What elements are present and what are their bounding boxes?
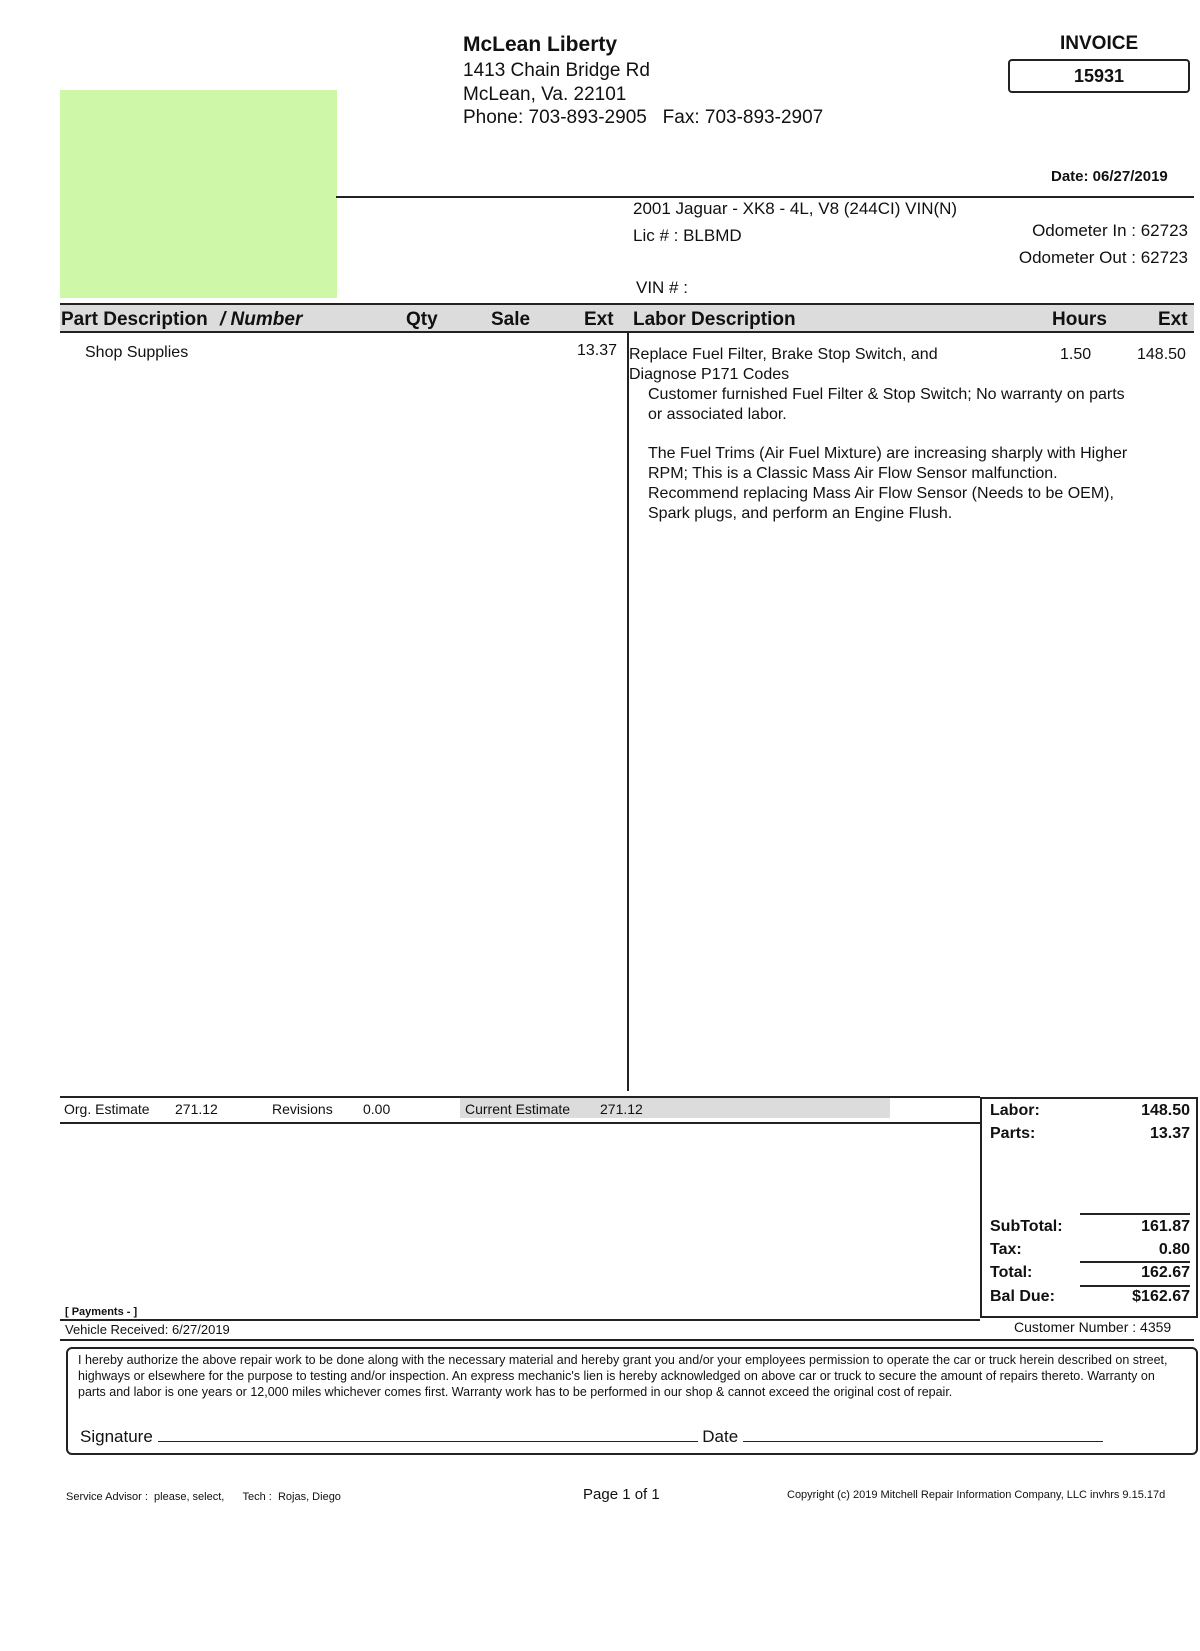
license-plate: Lic # : BLBMD (633, 226, 742, 245)
col-part-number: / Number (220, 309, 303, 330)
copyright: Copyright (c) 2019 Mitchell Repair Information Company, LLC invhrs 9.15.17d (787, 1489, 1166, 1501)
labor-ext: 148.50 (1137, 346, 1186, 363)
labor-note2-line1: The Fuel Trims (Air Fuel Mixture) are increasing sharply with Higher (648, 445, 1128, 462)
signature-label: Signature (80, 1427, 153, 1446)
labor-note1-line1: Customer furnished Fuel Filter & Stop Switch; No warranty on parts (648, 386, 1125, 403)
shop-address-line1: 1413 Chain Bridge Rd (463, 60, 650, 81)
totals-total-row (990, 1264, 1190, 1282)
shop-name: McLean Liberty (463, 33, 618, 56)
totals-baldue-row (990, 1288, 1190, 1306)
part-description: Shop Supplies (85, 344, 189, 361)
authorization-box (66, 1347, 1198, 1455)
baldue-rule (1080, 1285, 1190, 1287)
odometer-out: Odometer Out : 62723 (1018, 248, 1188, 267)
invoice-date: Date: 06/27/2019 (1051, 168, 1168, 185)
customer-number: Customer Number : 4359 (1014, 1319, 1172, 1335)
page-number: Page 1 of 1 (583, 1486, 660, 1503)
totals-total-label: Total: (990, 1264, 1033, 1281)
redaction-sticky-note (60, 90, 337, 298)
shop-phone-fax: Phone: 703-893-2905 Fax: 703-893-2907 (463, 107, 824, 128)
totals-parts-value: 13.37 (1149, 1125, 1190, 1142)
totals-tax-row (990, 1241, 1190, 1259)
signature-line[interactable] (158, 1427, 698, 1442)
labor-title-line1: Replace Fuel Filter, Brake Stop Switch, and (629, 346, 938, 363)
labor-note2-line3: Recommend replacing Mass Air Flow Sensor (Needs to be OEM), (648, 485, 1114, 502)
labor-note1-line2: or associated labor. (648, 406, 787, 423)
payments-rule (60, 1319, 980, 1321)
totals-box (980, 1097, 1198, 1318)
col-part-description: Part Description (61, 309, 208, 330)
part-ext: 13.37 (577, 342, 618, 359)
labor-note2-line2: RPM; This is a Classic Mass Air Flow Sensor malfunction. (648, 465, 1058, 482)
subtotal-rule (1080, 1213, 1190, 1215)
revisions-label: Revisions (272, 1101, 333, 1117)
service-advisor-tech: Service Advisor : please, select, Tech : Rojas, Diego (66, 1491, 341, 1503)
col-labor-ext: Ext (1158, 309, 1188, 330)
authorization-text: I hereby authorize the above repair work to be done along with the necessary material and hereby grant you and/or your employees permission to operate the car or truck herein described on street, highways or elsewhere for the purpose to testing and/or inspection. An express mechanic's lien is hereby acknowledged on above car or truck to secure the amount of repairs thereto. Warranty on parts and labor is one years or 12,000 miles whichever comes first. Warranty work has to be performed in our shop & cannot exceed the original cost of repair. (78, 1353, 1168, 1399)
invoice-number: 15931 (1008, 59, 1190, 93)
labor-title-line2: Diagnose P171 Codes (629, 366, 790, 383)
totals-parts-label: Parts: (990, 1125, 1036, 1142)
shop-address-line2: McLean, Va. 22101 (463, 84, 627, 105)
invoice-label: INVOICE (1060, 33, 1139, 54)
org-estimate-value: 271.12 (175, 1101, 218, 1117)
col-labor-description: Labor Description (633, 309, 796, 330)
org-estimate-label: Org. Estimate (64, 1101, 150, 1117)
vin-label: VIN # : (636, 278, 688, 297)
totals-subtotal-label: SubTotal: (990, 1218, 1063, 1235)
signature-row (80, 1427, 1103, 1447)
estimate-bottom-rule (60, 1122, 980, 1124)
date-line[interactable] (743, 1427, 1103, 1442)
totals-labor-row (990, 1102, 1190, 1120)
total-rule (1080, 1261, 1190, 1263)
totals-subtotal-value: 161.87 (1141, 1218, 1190, 1235)
totals-baldue-label: Bal Due: (990, 1288, 1055, 1305)
revisions-value: 0.00 (363, 1101, 391, 1117)
header-divider (336, 196, 1194, 198)
totals-baldue-value: $162.67 (1132, 1288, 1190, 1305)
labor-note2-line4: Spark plugs, and perform an Engine Flush. (648, 505, 953, 522)
legal-top-rule (60, 1339, 1194, 1341)
totals-total-value: 162.67 (1141, 1264, 1190, 1281)
vehicle-received: Vehicle Received: 6/27/2019 (65, 1322, 230, 1337)
payments-label: [ Payments - ] (65, 1306, 138, 1318)
col-qty: Qty (406, 309, 438, 330)
col-sale: Sale (491, 309, 531, 330)
vehicle-description: 2001 Jaguar - XK8 - 4L, V8 (244CI) VIN(N) (633, 199, 958, 218)
odometer-in: Odometer In : 62723 (1032, 221, 1188, 240)
totals-tax-value: 0.80 (1158, 1241, 1190, 1258)
current-estimate-value: 271.12 (600, 1101, 643, 1117)
col-hours: Hours (1052, 309, 1107, 330)
totals-labor-value: 148.50 (1141, 1102, 1190, 1119)
date-label: Date (702, 1427, 739, 1446)
totals-tax-label: Tax: (990, 1241, 1022, 1258)
totals-labor-label: Labor: (990, 1102, 1040, 1119)
parts-labor-separator (627, 331, 629, 1091)
current-estimate-label: Current Estimate (465, 1101, 571, 1117)
labor-hours: 1.50 (1060, 346, 1092, 363)
totals-parts-row (990, 1125, 1190, 1143)
col-ext: Ext (584, 309, 614, 330)
totals-subtotal-row (990, 1218, 1190, 1236)
